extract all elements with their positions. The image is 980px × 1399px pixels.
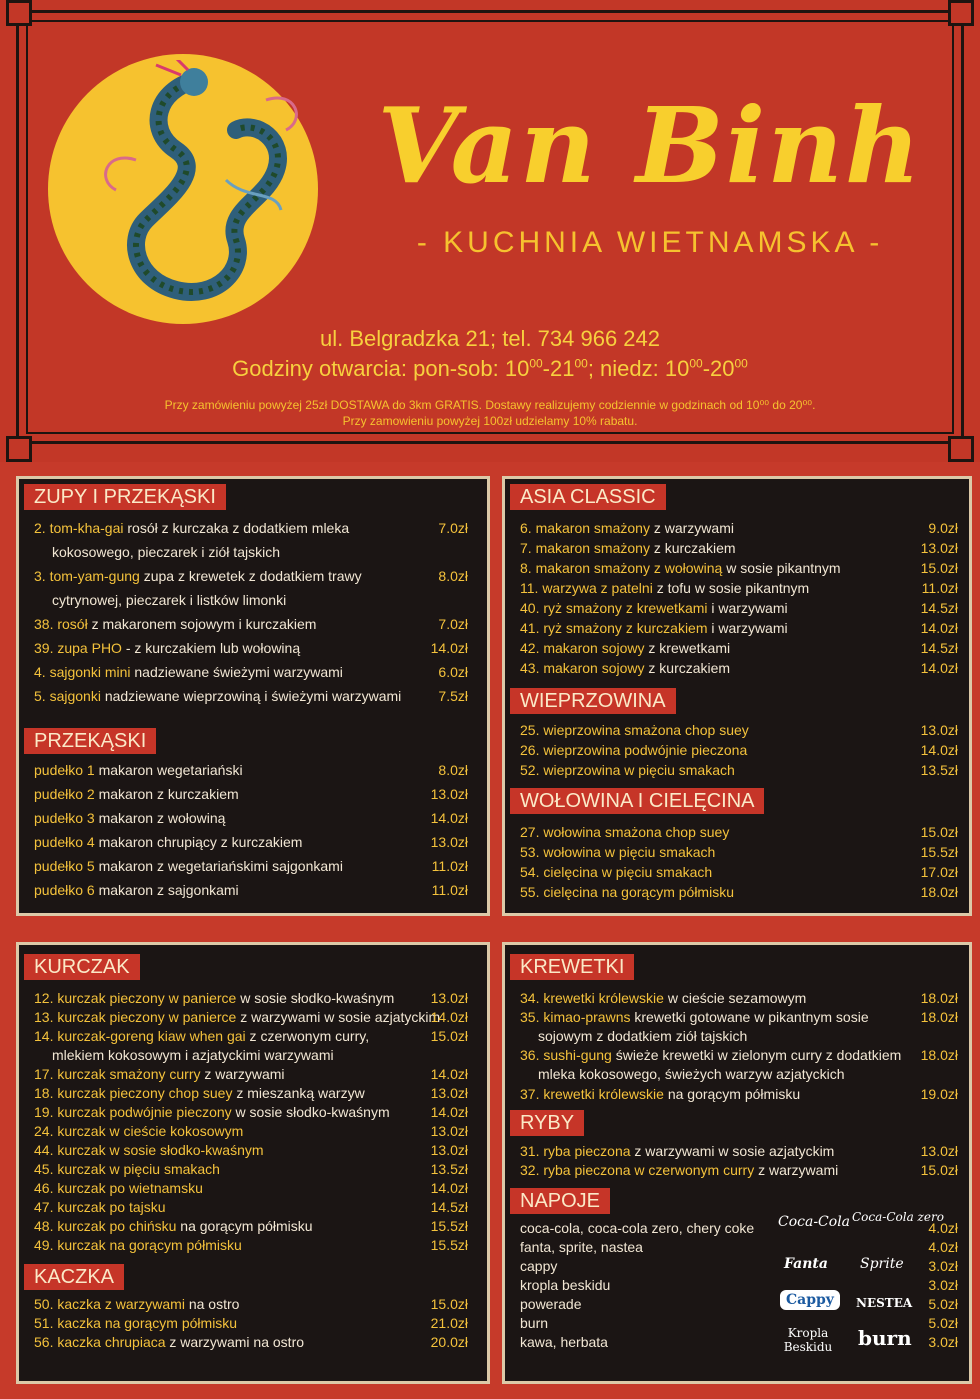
menu-item-kurczak — [52, 1047, 334, 1063]
dish-description: nadziewane wieprzowiną i świeżymi warzywami — [100, 688, 402, 704]
dish-description: i warzywami — [707, 600, 788, 616]
dish-price: 11.0zł — [921, 580, 958, 596]
dish-name: 2. tom-kha-gai — [34, 520, 124, 536]
menu-item-krewetki — [520, 1086, 800, 1102]
dish-price: 3.0zł — [928, 1277, 958, 1293]
dish-description: z warzywami — [754, 1162, 839, 1178]
dish-name: 7. makaron smażony — [520, 540, 650, 556]
dish-description: na gorącym półmisku — [663, 1086, 801, 1102]
menu-item-asia — [520, 580, 809, 596]
section-title-napoje: NAPOJE — [510, 1188, 610, 1214]
dish-price: 14.5zł — [430, 1199, 468, 1215]
dish-name: pudełko 4 — [34, 834, 95, 850]
dish-name: 17. kurczak smażony curry — [34, 1066, 201, 1082]
section-title-kurczak: KURCZAK — [24, 954, 140, 980]
dish-name: 43. makaron sojowy — [520, 660, 645, 676]
dish-price: 15.5zł — [430, 1218, 468, 1234]
dish-name: 46. kurczak po wietnamsku — [34, 1180, 203, 1196]
menu-item-kurczak — [34, 1142, 264, 1158]
coca-cola-logo: Coca-Cola — [778, 1214, 851, 1230]
menu-item-kurczak — [34, 1085, 365, 1101]
sprite-logo: Sprite — [860, 1256, 904, 1272]
dish-price: 13.0zł — [430, 1142, 468, 1158]
menu-item-asia — [520, 600, 788, 616]
dish-name: 54. cielęcina w pięciu smakach — [520, 864, 713, 880]
menu-item-asia — [520, 640, 730, 656]
section-title-przekaski: PRZEKĄSKI — [24, 728, 156, 754]
menu-item-ryby — [520, 1143, 834, 1159]
dish-price: 15.5zł — [920, 844, 958, 860]
dish-price: 13.0zł — [920, 540, 958, 556]
dish-description: makaron z wołowiną — [94, 810, 226, 826]
menu-item-zupy — [34, 520, 349, 536]
dish-name: 26. wieprzowina podwójnie pieczona — [520, 742, 748, 758]
menu-item-kurczak — [34, 1028, 369, 1044]
menu-item-kurczak — [34, 1066, 285, 1082]
dish-price: 18.0zł — [920, 990, 958, 1006]
dish-name: 12. kurczak pieczony w panierce — [34, 990, 237, 1006]
dish-name: 11. warzywa z patelni — [520, 580, 653, 596]
dish-price: 14.0zł — [920, 620, 958, 636]
dish-name: 37. krewetki królewskie — [520, 1086, 664, 1102]
menu-item-zupy — [52, 544, 280, 560]
menu-item-kurczak — [34, 1237, 242, 1253]
dish-name: 39. zupa PHO — [34, 640, 122, 656]
dish-description: z czerwonym curry, — [245, 1028, 370, 1044]
dish-name: 52. wieprzowina w pięciu smakach — [520, 762, 735, 778]
menu-item-napoje — [520, 1277, 610, 1293]
section-title-kaczka: KACZKA — [24, 1264, 124, 1290]
dish-price: 5.0zł — [928, 1296, 958, 1312]
dish-description: na gorącym półmisku — [176, 1218, 313, 1234]
dish-price: 19.0zł — [920, 1086, 958, 1102]
dish-description: powerade — [520, 1296, 582, 1312]
section-title-krewetki: KREWETKI — [510, 954, 634, 980]
frame-corner — [6, 0, 32, 26]
dish-description: z makaronem sojowym i kurczakiem — [87, 616, 317, 632]
dish-price: 14.0zł — [430, 1104, 468, 1120]
brand-subtitle: - KUCHNIA WIETNAMSKA - — [416, 226, 884, 259]
dish-description: nadziewane świeżymi warzywami — [130, 664, 343, 680]
dish-price: 8.0zł — [438, 568, 468, 584]
dish-price: 13.0zł — [920, 722, 958, 738]
dish-name: 31. ryba pieczona — [520, 1143, 631, 1159]
dish-name: 40. ryż smażony z krewetkami — [520, 600, 708, 616]
menu-item-asia — [520, 520, 734, 536]
menu-item-przekaski — [34, 762, 243, 778]
frame-corner — [948, 0, 974, 26]
opening-hours: Godziny otwarcia: pon-sob: $10^{00}-21^{00}$; niedz: $10^{00}-20^{00}$ — [232, 356, 748, 381]
menu-item-napoje — [520, 1220, 754, 1236]
menu-item-kurczak — [34, 1218, 313, 1234]
menu-item-kaczka — [34, 1315, 237, 1331]
dish-name: 24. kurczak w cieście kokosowym — [34, 1123, 244, 1139]
dish-name: 53. wołowina w pięciu smakach — [520, 844, 716, 860]
dish-price: 14.0zł — [430, 640, 468, 656]
dish-description: z warzywami — [200, 1066, 285, 1082]
dish-description: z warzywami — [649, 520, 734, 536]
hours-prefix: Godziny otwarcia: pon-sob: 10 — [232, 356, 530, 381]
dish-price: 6.0zł — [438, 664, 468, 680]
dish-description: z kurczakiem — [649, 540, 736, 556]
dish-price: 13.0zł — [430, 1085, 468, 1101]
dish-description: świeże krewetki w zielonym curry z dodatkiem — [611, 1047, 902, 1063]
dish-price: 15.0zł — [430, 1296, 468, 1312]
menu-item-kurczak — [34, 1104, 390, 1120]
dish-description: mlekiem kokosowym i azjatyckimi warzywami — [52, 1047, 334, 1063]
dish-description: na ostro — [184, 1296, 240, 1312]
dish-name: 44. kurczak w sosie słodko-kwaśnym — [34, 1142, 264, 1158]
dish-price: 9.0zł — [928, 520, 958, 536]
address-line: ul. Belgradzka 21; tel. 734 966 242 — [319, 326, 661, 351]
dish-price: 14.0zł — [430, 1180, 468, 1196]
menu-item-wolowina — [520, 864, 712, 880]
menu-item-kurczak — [34, 990, 394, 1006]
dish-name: 14. kurczak-goreng kiaw when gai — [34, 1028, 246, 1044]
dish-description: i warzywami — [707, 620, 788, 636]
dish-price: 20.0zł — [430, 1334, 468, 1350]
menu-item-kurczak — [34, 1161, 220, 1177]
dish-price: 11.0zł — [431, 882, 468, 898]
dish-price: 14.0zł — [920, 742, 958, 758]
dish-description: makaron z wegetariańskimi sajgonkami — [94, 858, 343, 874]
dish-price: 14.5zł — [920, 600, 958, 616]
dish-name: 32. ryba pieczona w czerwonym curry — [520, 1162, 755, 1178]
dish-name: 35. kimao-prawns — [520, 1009, 631, 1025]
menu-item-zupy — [52, 592, 286, 608]
dish-description: kawa, herbata — [520, 1334, 608, 1350]
dish-price: 18.0zł — [920, 884, 958, 900]
dish-description: w cieście sezamowym — [663, 990, 807, 1006]
dish-name: 42. makaron sojowy — [520, 640, 645, 656]
dish-description: coca-cola, coca-cola zero, chery coke — [520, 1220, 755, 1236]
dish-price: 4.0zł — [928, 1220, 958, 1236]
menu-item-asia — [520, 620, 788, 636]
delivery-note: Przy zamówieniu powyżej 25zł DOSTAWA do 3km GRATIS. Dostawy realizujemy codziennie w godzinach od 10⁰⁰ do 20⁰⁰. — [164, 398, 816, 412]
menu-item-wolowina — [520, 844, 715, 860]
menu-item-krewetki — [520, 1009, 869, 1025]
dish-name: 36. sushi-gung — [520, 1047, 612, 1063]
cappy-logo: Cappy — [780, 1290, 840, 1310]
dish-price: 14.0zł — [430, 1009, 468, 1025]
dish-price: 21.0zł — [430, 1315, 468, 1331]
dish-description: z warzywami na ostro — [165, 1334, 305, 1350]
dish-name: pudełko 3 — [34, 810, 95, 826]
dish-name: 13. kurczak pieczony w panierce — [34, 1009, 237, 1025]
dish-name: pudełko 2 — [34, 786, 95, 802]
frame-corner — [948, 436, 974, 462]
menu-item-przekaski — [34, 834, 302, 850]
dish-description: w sosie słodko-kwaśnym — [236, 990, 395, 1006]
dish-price: 13.0zł — [920, 1143, 958, 1159]
dish-price: 17.0zł — [920, 864, 958, 880]
menu-item-krewetki — [538, 1028, 747, 1044]
dish-description: z warzywami w sosie azjatyckim — [630, 1143, 835, 1159]
dish-description: cappy — [520, 1258, 558, 1274]
menu-item-ryby — [520, 1162, 838, 1178]
dish-name: 4. sajgonki mini — [34, 664, 131, 680]
menu-item-wolowina — [520, 824, 729, 840]
dish-name: 49. kurczak na gorącym półmisku — [34, 1237, 242, 1253]
dish-name: pudełko 6 — [34, 882, 95, 898]
dish-price: 13.0zł — [430, 1123, 468, 1139]
dish-description: makaron chrupiący z kurczakiem — [94, 834, 303, 850]
menu-item-zupy — [34, 664, 343, 680]
dish-name: 25. wieprzowina smażona chop suey — [520, 722, 749, 738]
dish-description: sojowym z dodatkiem ziół tajskich — [538, 1028, 748, 1044]
menu-item-asia — [520, 540, 736, 556]
dish-name: 56. kaczka chrupiaca — [34, 1334, 166, 1350]
menu-item-zupy — [34, 616, 316, 632]
dish-name: 47. kurczak po tajsku — [34, 1199, 166, 1215]
dish-description: fanta, sprite, nastea — [520, 1239, 643, 1255]
dish-name: 8. makaron smażony z wołowiną — [520, 560, 723, 576]
menu-item-napoje — [520, 1258, 557, 1274]
coca-cola-zero-logo: Coca-Cola zero — [852, 1210, 944, 1224]
dish-name: 5. sajgonki — [34, 688, 101, 704]
dish-price: 5.0zł — [928, 1315, 958, 1331]
dish-name: 6. makaron smażony — [520, 520, 650, 536]
section-title-wieprz: WIEPRZOWINA — [510, 688, 676, 714]
dish-name: 55. cielęcina na gorącym półmisku — [520, 884, 734, 900]
dish-price: 14.0zł — [920, 660, 958, 676]
menu-item-kaczka — [34, 1334, 304, 1350]
dish-name: 18. kurczak pieczony chop suey — [34, 1085, 233, 1101]
dish-description: kropla beskidu — [520, 1277, 611, 1293]
dish-name: 3. tom-yam-gung — [34, 568, 140, 584]
dish-price: 7.5zł — [438, 688, 468, 704]
dish-description: makaron z kurczakiem — [94, 786, 239, 802]
dish-description: cytrynowej, pieczarek i listków limonki — [52, 592, 287, 608]
dish-description: makaron wegetariański — [94, 762, 243, 778]
menu-item-kurczak — [34, 1199, 166, 1215]
dish-description: rosół z kurczaka z dodatkiem mleka — [123, 520, 350, 536]
menu-item-napoje — [520, 1334, 608, 1350]
header — [0, 0, 980, 462]
dish-price: 15.0zł — [920, 824, 958, 840]
dish-price: 18.0zł — [920, 1009, 958, 1025]
kropla-beskidu-logo: Kropla Beskidu — [783, 1326, 833, 1354]
menu-item-wieprz — [520, 742, 747, 758]
menu-item-napoje — [520, 1315, 548, 1331]
dish-name: pudełko 5 — [34, 858, 95, 874]
dish-price: 13.0zł — [430, 834, 468, 850]
menu-item-napoje — [520, 1239, 643, 1255]
dish-description: z mieszanką warzyw — [232, 1085, 365, 1101]
dish-description: w sosie pikantnym — [722, 560, 841, 576]
dish-name: 45. kurczak w pięciu smakach — [34, 1161, 220, 1177]
frame-corner — [6, 436, 32, 462]
menu-item-asia — [520, 560, 841, 576]
dish-price: 11.0zł — [431, 858, 468, 874]
dish-name: pudełko 1 — [34, 762, 95, 778]
dish-price: 13.0zł — [430, 786, 468, 802]
menu-item-wolowina — [520, 884, 734, 900]
dish-name: 38. rosół — [34, 616, 88, 632]
menu-item-napoje — [520, 1296, 582, 1312]
nestea-logo: NESTEA — [856, 1296, 913, 1310]
menu-item-krewetki — [538, 1066, 845, 1082]
dish-description: z tofu w sosie pikantnym — [652, 580, 810, 596]
section-title-asia: ASIA CLASSIC — [510, 484, 666, 510]
dish-price: 15.0zł — [920, 1162, 958, 1178]
dish-name: 50. kaczka z warzywami — [34, 1296, 185, 1312]
dish-price: 15.0zł — [920, 560, 958, 576]
section-title-ryby: RYBY — [510, 1110, 584, 1136]
menu-item-zupy — [34, 688, 401, 704]
fanta-logo: Fanta — [784, 1256, 828, 1272]
dish-description: z warzywami w sosie azjatyckim — [236, 1009, 441, 1025]
dish-name: 19. kurczak podwójnie pieczony — [34, 1104, 232, 1120]
dish-name: 27. wołowina smażona chop suey — [520, 824, 730, 840]
dish-description: krewetki gotowane w pikantnym sosie — [630, 1009, 869, 1025]
dish-description: z kurczakiem — [644, 660, 731, 676]
menu-item-krewetki — [520, 990, 806, 1006]
dish-description: w sosie słodko-kwaśnym — [231, 1104, 390, 1120]
dish-price: 15.0zł — [430, 1028, 468, 1044]
dish-price: 14.5zł — [920, 640, 958, 656]
dish-price: 3.0zł — [928, 1334, 958, 1350]
menu-item-przekaski — [34, 858, 343, 874]
menu-item-zupy — [34, 640, 300, 656]
dish-price: 4.0zł — [928, 1239, 958, 1255]
menu-item-krewetki — [520, 1047, 901, 1063]
dish-description: z krewetkami — [644, 640, 731, 656]
section-title-zupy: ZUPY I PRZEKĄSKI — [24, 484, 226, 510]
dish-name: 48. kurczak po chińsku — [34, 1218, 177, 1234]
menu-item-kaczka — [34, 1296, 239, 1312]
dish-description: zupa z krewetek z dodatkiem trawy — [139, 568, 362, 584]
burn-logo: burn — [858, 1326, 912, 1350]
menu-item-kurczak — [34, 1123, 243, 1139]
dish-description: - z kurczakiem lub wołowiną — [121, 640, 301, 656]
discount-note: Przy zamowieniu powyżej 100zł udzielamy 10% rabatu. — [342, 414, 638, 428]
dish-price: 15.5zł — [430, 1237, 468, 1253]
menu-item-kurczak — [34, 1009, 440, 1025]
dish-price: 8.0zł — [438, 762, 468, 778]
brand-name: Van Binh — [377, 84, 923, 207]
menu-item-asia — [520, 660, 730, 676]
dish-name: 51. kaczka na gorącym półmisku — [34, 1315, 238, 1331]
dish-name: 41. ryż smażony z kurczakiem — [520, 620, 708, 636]
dragon-illustration — [76, 60, 316, 310]
menu-item-przekaski — [34, 810, 225, 826]
menu-item-przekaski — [34, 786, 239, 802]
dish-price: 14.0zł — [430, 810, 468, 826]
dish-description: makaron z sajgonkami — [94, 882, 239, 898]
dish-description: mleka kokosowego, świeżych warzyw azjatyckich — [538, 1066, 845, 1082]
dish-name: 34. krewetki królewskie — [520, 990, 664, 1006]
dish-price: 13.5zł — [430, 1161, 468, 1177]
dish-description: burn — [520, 1315, 549, 1331]
dish-price: 18.0zł — [920, 1047, 958, 1063]
dish-price: 7.0zł — [438, 616, 468, 632]
section-title-wolowina: WOŁOWINA I CIELĘCINA — [510, 788, 764, 814]
dish-price: 13.0zł — [430, 990, 468, 1006]
dish-price: 14.0zł — [430, 1066, 468, 1082]
menu-item-wieprz — [520, 722, 749, 738]
dish-price: 13.5zł — [920, 762, 958, 778]
dish-price: 7.0zł — [438, 520, 468, 536]
menu-item-zupy — [34, 568, 362, 584]
dish-price: 3.0zł — [928, 1258, 958, 1274]
dish-description: kokosowego, pieczarek i ziół tajskich — [52, 544, 280, 560]
menu-item-wieprz — [520, 762, 735, 778]
menu-item-przekaski — [34, 882, 239, 898]
menu-item-kurczak — [34, 1180, 203, 1196]
